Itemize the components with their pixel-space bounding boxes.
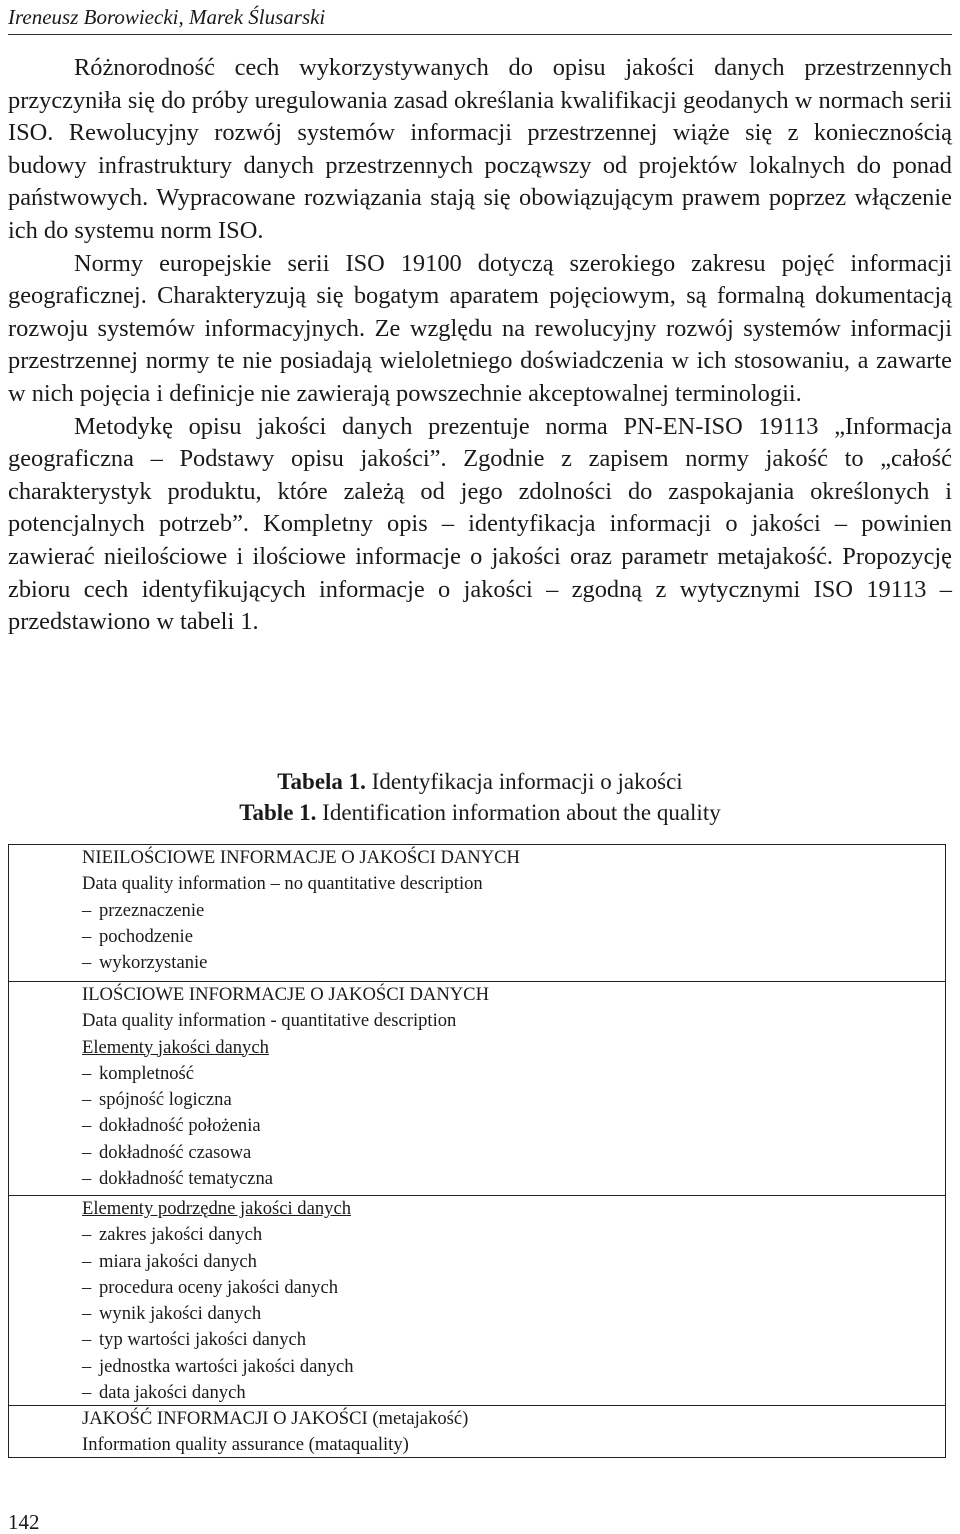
header-authors: Ireneusz Borowiecki, Marek Ślusarski [8, 5, 326, 29]
item-label: procedura oceny jakości danych [99, 1276, 339, 1298]
section-subtitle: Information quality assurance (mataquality) [82, 1434, 409, 1456]
list-item [82, 1222, 945, 1248]
item-label: pochodzenie [99, 925, 193, 947]
list-item [82, 1140, 945, 1166]
list-item [82, 1354, 945, 1380]
page-number: 142 [8, 1510, 40, 1534]
list-item [82, 1301, 945, 1327]
dash-marker: – [82, 1141, 92, 1163]
dash-marker: – [82, 1168, 92, 1190]
item-label: spójność logiczna [99, 1089, 232, 1111]
table-section-metaquality [9, 1405, 945, 1459]
list-item [82, 950, 945, 976]
quality-table [8, 844, 946, 1458]
list-item [82, 1275, 945, 1301]
running-header [8, 2, 952, 35]
paragraph-3: Metodykę opisu jakości danych prezentuje norma PN-EN-ISO 19113 „Informacja geograficzna – Podstawy opisu jakości”. Zgodnie z zapisem normy jakość to „całość charakterystyk produktu, które zależą od jego zdolności do zaspokajania określonych i potencjalnych potrzeb”. Kompletny opis – identyfikacja informacji o jakości – powinien zawierać nieilościowe i ilościowe informacje o jakości oraz parametr metajakość. Propozycję zbioru cech identyfikujących informacje o jakości – zgodną z wytycznymi ISO 19113 – przedstawiono w tabeli 1. [8, 412, 952, 636]
list-item [82, 1061, 945, 1087]
list-item [82, 898, 945, 924]
dash-marker: – [82, 1062, 92, 1084]
dash-marker: – [82, 1382, 92, 1404]
item-label: miara jakości danych [99, 1250, 257, 1272]
group-title: Elementy jakości danych [82, 1036, 269, 1058]
caption-polish-text: Identyfikacja informacji o jakości [365, 769, 683, 794]
table-section-nonquantitative [9, 845, 945, 976]
section-title: JAKOŚĆ INFORMACJI O JAKOŚCI (metajakość) [82, 1408, 469, 1429]
section-subtitle: Data quality information - quantitative description [82, 1010, 457, 1032]
table-section-subelements [9, 1195, 945, 1406]
caption-english-label: Table 1. [239, 800, 317, 825]
list-item [82, 1166, 945, 1192]
item-label: wynik jakości danych [99, 1303, 262, 1325]
table-caption [0, 766, 960, 828]
list-item [82, 1087, 945, 1113]
list-item [82, 1380, 945, 1406]
caption-english [0, 797, 960, 828]
section-title: ILOŚCIOWE INFORMACJE O JAKOŚCI DANYCH [82, 984, 490, 1005]
dash-marker: – [82, 1355, 92, 1377]
item-label: kompletność [99, 1062, 195, 1084]
table-section-quantitative [9, 981, 945, 1192]
section-title: NIEILOŚCIOWE INFORMACJE O JAKOŚCI DANYCH [82, 847, 520, 868]
caption-english-text: Identification information about the quality [316, 800, 721, 825]
dash-marker: – [82, 1329, 92, 1351]
dash-marker: – [82, 1224, 92, 1246]
paragraph-2: Normy europejskie serii ISO 19100 dotyczą szerokiego zakresu pojęć informacji geograficznej. Charakteryzują się bogatym aparatem pojęciowym, są formalną dokumentacją rozwoju systemów informacyjnych. Ze względu na rewolucyjny rozwój systemów informacji przestrzennej normy te nie posiadają wieloletniego doświadczenia w ich stosowaniu, a zawarte w nich pojęcia i definicje nie zawierają powszechnie akceptowalnej terminologii. [8, 249, 952, 407]
item-label: wykorzystanie [99, 952, 208, 974]
list-item [82, 1327, 945, 1353]
item-label: data jakości danych [99, 1382, 246, 1404]
paragraph-1: Różnorodność cech wykorzystywanych do opisu jakości danych przestrzennych przyczyniła się do próby uregulowania zasad określania kwalifikacji geodanych w normach serii ISO. Rewolucyjny rozwój systemów informacji przestrzennej wiąże się z koniecznością budowy infrastruktury danych przestrzennych począwszy od projektów lokalnych do ponad państwowych. Wypracowane rozwiązania stają się obowiązującym prawem poprzez włączenie ich do systemu norm ISO. [8, 54, 952, 244]
item-label: przeznaczenie [99, 899, 205, 921]
dash-marker: – [82, 1276, 92, 1298]
item-label: dokładność położenia [99, 1115, 261, 1137]
dash-marker: – [82, 899, 92, 921]
item-label: zakres jakości danych [99, 1224, 263, 1246]
item-label: dokładność tematyczna [99, 1168, 273, 1190]
body-text [8, 52, 952, 639]
section-subtitle: Data quality information – no quantitative description [82, 873, 483, 895]
item-label: typ wartości jakości danych [99, 1329, 307, 1351]
dash-marker: – [82, 1115, 92, 1137]
item-label: jednostka wartości jakości danych [99, 1355, 354, 1377]
dash-marker: – [82, 925, 92, 947]
dash-marker: – [82, 952, 92, 974]
list-item [82, 1249, 945, 1275]
dash-marker: – [82, 1089, 92, 1111]
caption-polish-label: Tabela 1. [277, 769, 366, 794]
dash-marker: – [82, 1303, 92, 1325]
dash-marker: – [82, 1250, 92, 1272]
item-label: dokładność czasowa [99, 1141, 252, 1163]
caption-polish [0, 766, 960, 797]
list-item [82, 924, 945, 950]
list-item [82, 1113, 945, 1139]
group-title: Elementy podrzędne jakości danych [82, 1198, 351, 1219]
